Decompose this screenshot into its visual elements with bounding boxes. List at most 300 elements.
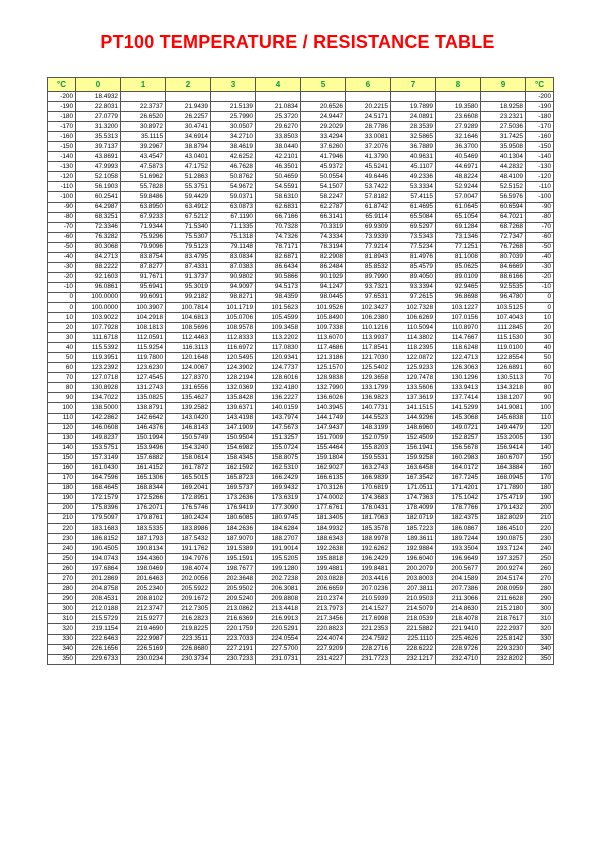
resistance-cell: 190.8134 — [121, 544, 166, 554]
temperature-label-cell: 0 — [526, 302, 554, 312]
resistance-cell: 103.9022 — [76, 313, 121, 323]
resistance-cell: 101.5623 — [256, 302, 301, 312]
resistance-cell: 32.1646 — [436, 132, 481, 142]
resistance-cell: 226.5169 — [121, 644, 166, 654]
resistance-cell: 45.5241 — [346, 162, 391, 172]
resistance-cell: 152.0759 — [346, 433, 391, 443]
table-row — [48, 473, 554, 483]
table-row — [48, 574, 554, 584]
resistance-cell: 189.3611 — [391, 534, 436, 544]
temperature-label-cell: -110 — [526, 182, 554, 192]
table-row — [48, 493, 554, 503]
resistance-cell: 120.9341 — [256, 353, 301, 363]
temperature-label-cell: -30 — [48, 262, 76, 272]
resistance-cell: 168.0945 — [481, 473, 526, 483]
table-row — [48, 534, 554, 544]
temperature-label-cell: 0 — [526, 292, 554, 302]
resistance-cell: 163.2743 — [346, 463, 391, 473]
temperature-label-cell: -100 — [526, 192, 554, 202]
resistance-cell: 128.9838 — [301, 373, 346, 383]
resistance-cell: 117.4686 — [301, 343, 346, 353]
resistance-cell: 77.1251 — [436, 242, 481, 252]
resistance-cell: 170.6819 — [346, 483, 391, 493]
resistance-cell: 73.5343 — [391, 232, 436, 242]
temperature-label-cell: 160 — [48, 463, 76, 473]
resistance-cell: 30.8972 — [121, 122, 166, 132]
resistance-cell: 123.6230 — [121, 363, 166, 373]
resistance-cell: 232.1217 — [391, 654, 436, 664]
resistance-cell: 180.9745 — [256, 513, 301, 523]
resistance-cell: 138.8791 — [121, 403, 166, 413]
resistance-cell: 194.4360 — [121, 554, 166, 564]
resistance-cell: 47.5873 — [121, 162, 166, 172]
resistance-cell: 198.7677 — [211, 564, 256, 574]
resistance-cell: 203.0828 — [301, 574, 346, 584]
resistance-cell: 147.9437 — [301, 423, 346, 433]
table-row — [48, 182, 554, 192]
resistance-cell: 215.5729 — [76, 614, 121, 624]
resistance-cell: 79.1148 — [211, 242, 256, 252]
resistance-cell: 132.0369 — [211, 383, 256, 393]
temperature-label-cell: 280 — [526, 584, 554, 594]
resistance-cell: 120.1648 — [166, 353, 211, 363]
resistance-cell: 87.8277 — [121, 262, 166, 272]
resistance-cell: 85.8532 — [346, 262, 391, 272]
resistance-cell: 143.7974 — [256, 413, 301, 423]
temperature-label-cell: 320 — [526, 624, 554, 634]
resistance-cell: 192.9884 — [391, 544, 436, 554]
table-row — [48, 132, 554, 142]
resistance-cell: 192.2638 — [301, 544, 346, 554]
resistance-cell: 125.1570 — [301, 363, 346, 373]
table-row — [48, 122, 554, 132]
resistance-cell: 226.1656 — [76, 644, 121, 654]
resistance-cell: 72.3346 — [76, 222, 121, 232]
resistance-cell: 160.2983 — [436, 453, 481, 463]
resistance-cell: 97.6531 — [346, 292, 391, 302]
temperature-label-cell: 190 — [526, 493, 554, 503]
temperature-label-cell: 10 — [48, 313, 76, 323]
resistance-cell: 146.8143 — [166, 423, 211, 433]
resistance-cell: 144.5523 — [346, 413, 391, 423]
resistance-cell: 117.0830 — [256, 343, 301, 353]
resistance-cell: 84.6669 — [481, 262, 526, 272]
resistance-cell: 223.3511 — [166, 634, 211, 644]
resistance-cell: 88.6166 — [481, 272, 526, 282]
resistance-cell: 217.3456 — [301, 614, 346, 624]
resistance-cell: 222.6463 — [76, 634, 121, 644]
resistance-cell: 184.9932 — [301, 524, 346, 534]
resistance-cell: 178.4099 — [391, 503, 436, 513]
resistance-cell: 71.1335 — [211, 222, 256, 232]
temperature-label-cell: -20 — [48, 272, 76, 282]
resistance-cell: 66.3141 — [301, 212, 346, 222]
resistance-cell: 105.8490 — [301, 313, 346, 323]
temperature-label-cell: 0 — [48, 302, 76, 312]
header-digit-cell: 5 — [301, 78, 346, 92]
resistance-cell — [166, 92, 211, 102]
resistance-cell: 98.0445 — [301, 292, 346, 302]
resistance-cell: 43.8691 — [76, 152, 121, 162]
table-body — [48, 92, 554, 665]
resistance-cell: 100.0000 — [76, 302, 121, 312]
resistance-cell: 213.0862 — [211, 604, 256, 614]
table-row — [48, 252, 554, 262]
resistance-cell: 53.7422 — [346, 182, 391, 192]
resistance-cell: 146.0608 — [76, 423, 121, 433]
resistance-cell: 113.6070 — [301, 333, 346, 343]
resistance-cell: 119.0100 — [481, 343, 526, 353]
resistance-cell: 221.5882 — [391, 624, 436, 634]
resistance-cell: 18.4932 — [76, 92, 121, 102]
resistance-cell: 64.2987 — [76, 202, 121, 212]
resistance-cell: 193.7124 — [481, 544, 526, 554]
resistance-cell: 82.2908 — [301, 252, 346, 262]
resistance-cell: 54.9672 — [211, 182, 256, 192]
resistance-cell: 77.5234 — [391, 242, 436, 252]
resistance-cell: 208.8102 — [121, 594, 166, 604]
resistance-cell: 212.7305 — [166, 604, 211, 614]
resistance-cell: 27.9289 — [436, 122, 481, 132]
header-digit-cell: 3 — [211, 78, 256, 92]
resistance-cell: 141.9081 — [481, 403, 526, 413]
temperature-label-cell: 10 — [526, 313, 554, 323]
resistance-cell: 50.0554 — [301, 172, 346, 182]
resistance-cell: 40.9631 — [391, 152, 436, 162]
table-row — [48, 333, 554, 343]
resistance-cell: 57.0047 — [436, 192, 481, 202]
table-row — [48, 112, 554, 122]
resistance-cell: 45.1107 — [391, 162, 436, 172]
resistance-cell: 163.6458 — [391, 463, 436, 473]
resistance-cell: 48.4109 — [481, 172, 526, 182]
resistance-cell: 104.2918 — [121, 313, 166, 323]
header-digit-cell: 1 — [121, 78, 166, 92]
resistance-cell: 69.9309 — [346, 222, 391, 232]
resistance-cell: 59.8486 — [121, 192, 166, 202]
temperature-label-cell: -200 — [48, 92, 76, 102]
resistance-cell: 73.9339 — [346, 232, 391, 242]
resistance-cell: 25.7990 — [211, 112, 256, 122]
resistance-cell: 24.5171 — [346, 112, 391, 122]
temperature-label-cell: 110 — [48, 413, 76, 423]
temperature-label-cell: 50 — [48, 353, 76, 363]
resistance-cell: 185.3578 — [346, 524, 391, 534]
temperature-label-cell: -70 — [48, 222, 76, 232]
resistance-cell: 99.2182 — [166, 292, 211, 302]
resistance-cell: 49.2336 — [391, 172, 436, 182]
temperature-label-cell: 160 — [526, 463, 554, 473]
resistance-cell: 47.9993 — [76, 162, 121, 172]
temperature-label-cell: 140 — [48, 443, 76, 453]
temperature-label-cell: 100 — [48, 403, 76, 413]
resistance-cell: 228.2716 — [346, 644, 391, 654]
resistance-cell: 30.4741 — [166, 122, 211, 132]
resistance-cell: 91.3737 — [166, 272, 211, 282]
temperature-label-cell: -130 — [526, 162, 554, 172]
resistance-cell: 174.3683 — [346, 493, 391, 503]
resistance-cell: 108.5696 — [166, 323, 211, 333]
resistance-cell: 49.6446 — [346, 172, 391, 182]
resistance-cell: 125.5402 — [346, 363, 391, 373]
resistance-cell: 101.9526 — [301, 302, 346, 312]
resistance-cell: 24.0891 — [391, 112, 436, 122]
resistance-cell: 28.3539 — [391, 122, 436, 132]
resistance-cell: 210.9503 — [391, 594, 436, 604]
resistance-cell: 44.6971 — [436, 162, 481, 172]
table-row — [48, 172, 554, 182]
temperature-label-cell: -170 — [526, 122, 554, 132]
resistance-cell: 130.1296 — [436, 373, 481, 383]
resistance-cell: 20.2215 — [346, 102, 391, 112]
temperature-label-cell: 290 — [48, 594, 76, 604]
temperature-label-cell: 40 — [48, 343, 76, 353]
resistance-cell: 78.7171 — [256, 242, 301, 252]
resistance-cell: 21.0834 — [256, 102, 301, 112]
resistance-cell: 109.7338 — [301, 323, 346, 333]
resistance-cell: 172.8951 — [166, 493, 211, 503]
resistance-cell: 83.8754 — [121, 252, 166, 262]
resistance-cell: 176.9419 — [211, 503, 256, 513]
table-row — [48, 453, 554, 463]
resistance-cell: 111.6718 — [76, 333, 121, 343]
table-row — [48, 463, 554, 473]
resistance-cell: 106.6269 — [391, 313, 436, 323]
temperature-label-cell: 200 — [526, 503, 554, 513]
resistance-cell: 81.1008 — [436, 252, 481, 262]
resistance-cell: 150.9504 — [211, 433, 256, 443]
resistance-cell: 196.2429 — [346, 554, 391, 564]
table-row — [48, 524, 554, 534]
resistance-cell: 164.3884 — [481, 463, 526, 473]
resistance-cell: 102.3427 — [346, 302, 391, 312]
resistance-cell: 107.4043 — [481, 313, 526, 323]
resistance-cell: 205.9502 — [211, 584, 256, 594]
resistance-cell: 167.3542 — [391, 473, 436, 483]
resistance-cell: 214.8630 — [436, 604, 481, 614]
resistance-cell: 95.3019 — [166, 282, 211, 292]
resistance-cell: 92.9465 — [436, 282, 481, 292]
resistance-cell: 75.9296 — [121, 232, 166, 242]
table-row — [48, 353, 554, 363]
resistance-cell: 175.8396 — [76, 503, 121, 513]
resistance-cell: 208.0959 — [481, 584, 526, 594]
table-row — [48, 513, 554, 523]
resistance-cell: 224.0554 — [256, 634, 301, 644]
table-row — [48, 152, 554, 162]
resistance-cell: 51.6962 — [121, 172, 166, 182]
resistance-cell: 202.0056 — [166, 574, 211, 584]
resistance-cell: 118.2395 — [391, 343, 436, 353]
table-row — [48, 92, 554, 102]
resistance-cell: 194.0743 — [76, 554, 121, 564]
resistance-cell: 136.6026 — [301, 393, 346, 403]
resistance-cell: 133.1799 — [346, 383, 391, 393]
resistance-cell: 132.7990 — [301, 383, 346, 393]
temperature-label-cell: -150 — [526, 142, 554, 152]
resistance-cell: 72.7347 — [481, 232, 526, 242]
resistance-cell: 124.7737 — [256, 363, 301, 373]
resistance-cell: 75.1318 — [211, 232, 256, 242]
temperature-label-cell: 140 — [526, 443, 554, 453]
temperature-label-cell: -60 — [526, 232, 554, 242]
resistance-cell: 37.2076 — [346, 142, 391, 152]
resistance-cell: 144.9296 — [391, 413, 436, 423]
temperature-label-cell: -10 — [526, 282, 554, 292]
resistance-cell: 208.4531 — [76, 594, 121, 604]
resistance-cell: 151.3257 — [256, 433, 301, 443]
temperature-label-cell: 60 — [48, 363, 76, 373]
resistance-cell: 180.2424 — [166, 513, 211, 523]
resistance-cell: 35.9508 — [481, 142, 526, 152]
resistance-cell: 19.7899 — [391, 102, 436, 112]
resistance-cell: 97.2615 — [391, 292, 436, 302]
resistance-cell: 182.8029 — [481, 513, 526, 523]
resistance-cell: 161.0430 — [76, 463, 121, 473]
resistance-cell: 131.2743 — [121, 383, 166, 393]
resistance-cell: 133.9413 — [436, 383, 481, 393]
temperature-label-cell: 350 — [526, 654, 554, 664]
resistance-cell: 19.3580 — [436, 102, 481, 112]
resistance-cell: 185.7223 — [391, 524, 436, 534]
temperature-label-cell: -70 — [526, 222, 554, 232]
temperature-label-cell: 20 — [48, 323, 76, 333]
resistance-cell: 80.3068 — [76, 242, 121, 252]
resistance-cell: 43.0401 — [166, 152, 211, 162]
table-row — [48, 202, 554, 212]
resistance-cell: 188.9978 — [346, 534, 391, 544]
resistance-cell — [436, 92, 481, 102]
resistance-cell: 57.8182 — [346, 192, 391, 202]
temperature-label-cell: 300 — [48, 604, 76, 614]
resistance-cell: 22.3737 — [121, 102, 166, 112]
table-row — [48, 624, 554, 634]
resistance-cell: 191.1762 — [166, 544, 211, 554]
temperature-label-cell: -160 — [48, 132, 76, 142]
table-row — [48, 554, 554, 564]
resistance-cell: 90.1929 — [301, 272, 346, 282]
resistance-cell: 207.0236 — [346, 584, 391, 594]
resistance-cell: 100.3907 — [121, 302, 166, 312]
resistance-cell: 218.7617 — [481, 614, 526, 624]
temperature-label-cell: 170 — [526, 473, 554, 483]
resistance-cell: 141.5299 — [436, 403, 481, 413]
resistance-cell: 149.8237 — [76, 433, 121, 443]
resistance-cell: 76.3282 — [76, 232, 121, 242]
resistance-cell: 227.2191 — [211, 644, 256, 654]
resistance-cell: 66.7166 — [256, 212, 301, 222]
temperature-label-cell: 190 — [48, 493, 76, 503]
resistance-cell: 129.3658 — [346, 373, 391, 383]
resistance-cell: 53.3334 — [391, 182, 436, 192]
resistance-cell: 192.6262 — [346, 544, 391, 554]
resistance-cell: 228.9726 — [436, 644, 481, 654]
resistance-cell: 232.4710 — [436, 654, 481, 664]
temperature-label-cell: -100 — [48, 192, 76, 202]
temperature-label-cell: -180 — [48, 112, 76, 122]
resistance-cell: 195.1591 — [211, 554, 256, 564]
table-row — [48, 373, 554, 383]
resistance-cell: 110.5094 — [391, 323, 436, 333]
resistance-cell: 199.1280 — [256, 564, 301, 574]
table-row — [48, 654, 554, 664]
resistance-cell: 225.8142 — [481, 634, 526, 644]
resistance-cell: 204.8758 — [76, 584, 121, 594]
resistance-cell: 38.8794 — [166, 142, 211, 152]
resistance-cell: 55.3751 — [166, 182, 211, 192]
resistance-cell: 63.0873 — [211, 202, 256, 212]
resistance-cell: 33.0081 — [346, 132, 391, 142]
temperature-resistance-table — [47, 77, 554, 665]
table-row — [48, 503, 554, 513]
resistance-cell: 169.9432 — [256, 483, 301, 493]
resistance-cell: 122.8554 — [481, 353, 526, 363]
temperature-label-cell: 80 — [526, 383, 554, 393]
resistance-cell: 98.4359 — [256, 292, 301, 302]
temperature-label-cell: -20 — [526, 272, 554, 282]
resistance-cell: 33.8503 — [256, 132, 301, 142]
resistance-cell: 119.7800 — [121, 353, 166, 363]
resistance-cell: 78.3194 — [301, 242, 346, 252]
resistance-cell: 157.3149 — [76, 453, 121, 463]
header-celsius-cell: °C — [48, 78, 76, 92]
resistance-cell: 171.0511 — [391, 483, 436, 493]
resistance-cell: 135.8428 — [211, 393, 256, 403]
resistance-cell: 128.2194 — [211, 373, 256, 383]
resistance-cell: 156.1941 — [391, 443, 436, 453]
table-row — [48, 222, 554, 232]
resistance-cell: 204.5174 — [481, 574, 526, 584]
resistance-cell: 177.6761 — [301, 503, 346, 513]
temperature-label-cell: 330 — [526, 634, 554, 644]
resistance-cell: 213.7973 — [301, 604, 346, 614]
resistance-cell: 56.5976 — [481, 192, 526, 202]
resistance-cell: 122.4713 — [436, 353, 481, 363]
resistance-cell: 71.5340 — [166, 222, 211, 232]
resistance-cell: 161.4152 — [121, 463, 166, 473]
resistance-cell: 111.2845 — [481, 323, 526, 333]
resistance-cell: 136.2227 — [256, 393, 301, 403]
resistance-cell: 144.1749 — [301, 413, 346, 423]
table-row — [48, 272, 554, 282]
resistance-cell: 103.5125 — [481, 302, 526, 312]
resistance-cell: 189.7244 — [436, 534, 481, 544]
resistance-cell: 201.6463 — [121, 574, 166, 584]
resistance-cell: 209.1672 — [166, 594, 211, 604]
resistance-cell: 166.6135 — [301, 473, 346, 483]
header-celsius-cell: °C — [526, 78, 554, 92]
resistance-cell: 68.7268 — [481, 222, 526, 232]
resistance-cell — [481, 92, 526, 102]
resistance-cell: 60.2541 — [76, 192, 121, 202]
resistance-cell: 105.4599 — [256, 313, 301, 323]
resistance-cell: 90.9802 — [211, 272, 256, 282]
table-header-row — [48, 78, 554, 92]
resistance-cell: 116.6972 — [211, 343, 256, 353]
resistance-cell: 67.9233 — [121, 212, 166, 222]
resistance-cell: 138.1207 — [481, 393, 526, 403]
resistance-cell: 220.5291 — [256, 624, 301, 634]
temperature-label-cell: -60 — [48, 232, 76, 242]
resistance-cell: 149.0721 — [436, 423, 481, 433]
resistance-cell: 116.3113 — [166, 343, 211, 353]
resistance-cell: 214.5079 — [391, 604, 436, 614]
resistance-cell: 172.1579 — [76, 493, 121, 503]
temperature-label-cell: -130 — [48, 162, 76, 172]
resistance-cell: 67.5212 — [166, 212, 211, 222]
resistance-cell: 170.3126 — [301, 483, 346, 493]
resistance-cell: 186.0867 — [436, 524, 481, 534]
